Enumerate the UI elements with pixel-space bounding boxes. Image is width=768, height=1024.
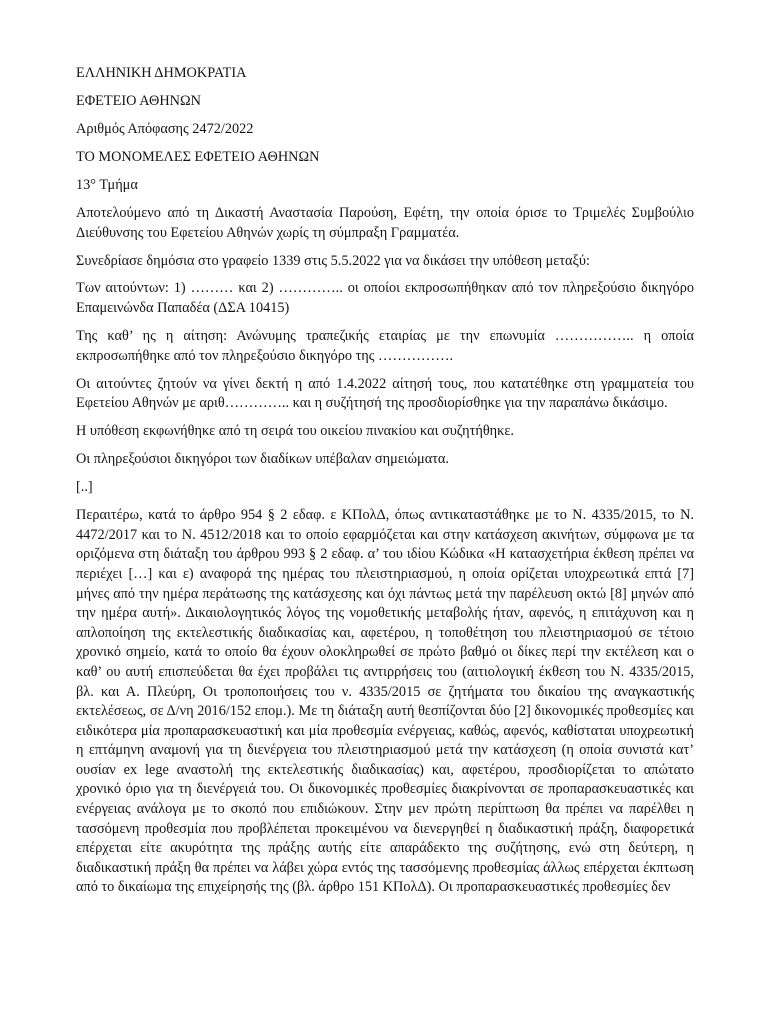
body-paragraph: Περαιτέρω, κατά το άρθρο 954 § 2 εδαφ. ε ΚΠολΔ, όπως αντικαταστάθηκε με το Ν. 4335/2015, το Ν. 4472/2017 και το Ν. 4512/2018 και το οποίο εφαρμόζεται και στην κατάσχεση ακινήτων, σύμφωνα με τα οριζόμενα στη διάταξη του άρθρου 993 § 2 εδαφ. α’ του ιδίου Κώδικα «Η κατασχετήρια έκθεση πρέπει να περιέχει […] και ε) αναφορά της ημέρας του πλειστηριασμού, η οποία ορίζεται υποχρεωτικά επτά [7] μήνες από την ημέρα περάτωσης της κατάσχεσης και όχι πάντως μετά την παρέλευση οκτώ [8] μηνών από την ημέρα αυτή». Δικαιολογητικός λόγος της νομοθετικής μεταβολής ήταν, αφενός, η επιτάχυνση και η απλοποίηση της εκτελεστικής διαδικασίας και, αφετέρου, η τοποθέτηση του πλειστηριασμού σε τέτοιο χρονικό σημείο, κατά το οποίο θα έχουν ολοκληρωθεί σε πρώτο βαθμό οι δίκες περί την εκτέλεση και ο καθ’ ου αυτή επισπεύδεται θα έχει προβάλει τις αντιρρήσεις του (αιτιολογική έκθεση του Ν. 4335/2015, βλ. και Α. Πλεύρη, Οι τροποποιήσεις του ν. 4335/2015 σε ζητήματα του δικαίου της αναγκαστικής εκτελέσεως, σε Δ/νη 2016/152 επομ.). Με τη διάταξη αυτή θεσπίζονται δύο [2] δικονομικές προθεσμίες και ειδικότερα μία προπαρασκευαστική και μία προθεσμία ενέργειας, καθώς, αφενός, καθίσταται υποχρεωτική η επτάμηνη αναμονή για τη διενέργεια του πλειστηριασμού μετά την κατάσχεση (η οποία συνιστά κατ’ ουσίαν ex lege αναστολή της εκτελεστικής διαδικασίας) και, αφετέρου, προσδιορίζεται το απώτατο χρονικό όριο για τη διενέργειά του. Οι δικονομικές προθεσμίες διακρίνονται σε προπαρασκευαστικές και ενέργειας ανάλογα με το σκοπό που επιδιώκουν. Στην μεν πρώτη περίπτωση θα πρέπει να παρέλθει η τασσόμενη προθεσμία που προβλέπεται προκειμένου να διενεργηθεί η διαδικαστική πράξη, διαφορετικά επέρχεται είτε ακυρότητα της πράξης αυτής είτε απαράδεκτο της συζήτησης, ενώ στη δεύτερη, η διαδικαστική πράξη θα πρέπει να λάβει χώρα εντός της τασσόμενης προθεσμίας άλλως επέρχεται έκπτωση από το δικαίωμα της επιχείρησής της (βλ. άρθρο 151 ΚΠολΔ). Οι προπαρασκευαστικές προθεσμίες δεν [76, 507, 694, 896]
hearing-paragraph: Η υπόθεση εκφωνήθηκε από τη σειρά του οικείου πινακίου και συζητήθηκε. [76, 423, 514, 440]
document-page [76, 64, 694, 898]
court-name: ΤΟ ΜΟΝΟΜΕΛΕΣ ΕΦΕΤΕΙΟ ΑΘΗΝΩΝ [76, 148, 320, 165]
header-court: ΕΦΕΤΕΙΟ ΑΘΗΝΩΝ [76, 92, 201, 109]
composition-paragraph: Αποτελούμενο από τη Δικαστή Αναστασία Παρούση, Εφέτη, την οποία όρισε το Τριμελές Συμβούλιο Διεύθυνσης του Εφετείου Αθηνών χωρίς τη σύμπραξη Γραμματέα. [76, 204, 694, 241]
court-section: 13° Τμήμα [76, 176, 138, 193]
respondent-paragraph: Της καθ’ ης η αίτηση: Ανώνυμης τραπεζικής εταιρίας με την επωνυμία …………….. η οποία εκπροσωπήθηκε από τον πληρεξούσιο δικηγόρο της ……………. [76, 328, 694, 364]
memoranda-paragraph: Οι πληρεξούσιοι δικηγόροι των διαδίκων υπέβαλαν σημειώματα. [76, 451, 449, 468]
request-paragraph: Οι αιτούντες ζητούν να γίνει δεκτή η από 1.4.2022 αίτησή τους, που κατατέθηκε στη γραμματεία του Εφετείου Αθηνών με αριθ………….. και η συζήτησή της προσδιορίσθηκε για την παραπάνω δικάσιμο. [76, 375, 694, 412]
applicants-paragraph: Των αιτούντων: 1) ……… και 2) ………….. οι οποίοι εκπροσωπήθηκαν από τον πληρεξούσιο δικηγόρο Επαμεινώνδα Παπαδέα (ΔΣΑ 10415) [76, 280, 694, 317]
session-paragraph: Συνεδρίασε δημόσια στο γραφείο 1339 στις 5.5.2022 για να δικάσει την υπόθεση μεταξύ: [76, 252, 590, 269]
decision-number: Αριθμός Απόφασης 2472/2022 [76, 120, 254, 137]
omission-marker: [..] [76, 479, 93, 496]
header-republic: ΕΛΛΗΝΙΚΗ ΔΗΜΟΚΡΑΤΙΑ [76, 65, 247, 81]
